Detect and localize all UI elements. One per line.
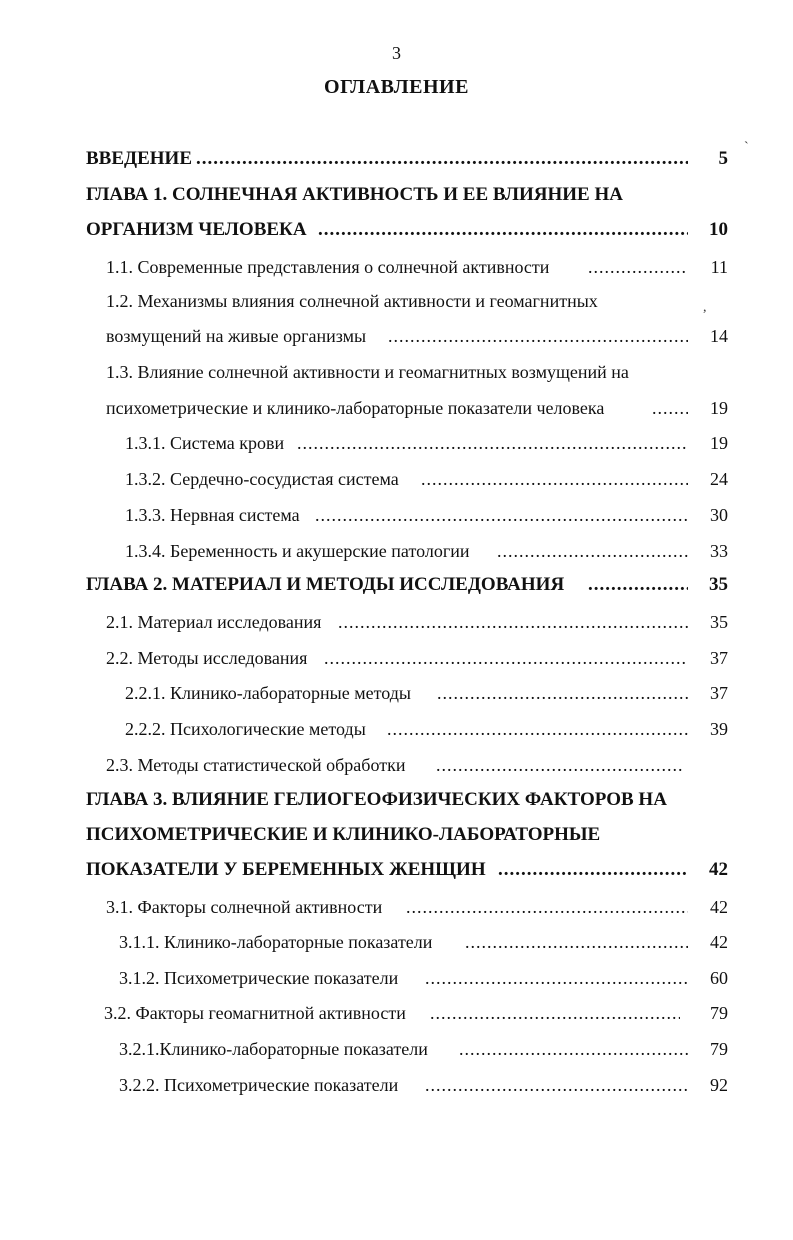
toc-entry-3-2[interactable]: [104, 1000, 728, 1026]
toc-entry-3-1-2[interactable]: [119, 965, 728, 991]
toc-entry-page: 42: [710, 932, 728, 952]
toc-entry-2-2-2[interactable]: [125, 716, 728, 742]
dot-leader: [588, 572, 688, 598]
toc-entry-1-3-cont[interactable]: [106, 395, 728, 421]
toc-entry-1-1[interactable]: [106, 254, 728, 280]
toc-entry-text: ПОКАЗАТЕЛИ У БЕРЕМЕННЫХ ЖЕНЩИН: [86, 859, 486, 880]
toc-entry-chapter-1-cont[interactable]: [86, 217, 728, 243]
toc-entry-page: 35: [709, 574, 728, 595]
toc-entry-page: 14: [710, 326, 728, 346]
toc-entry-2-2[interactable]: [106, 645, 728, 671]
toc-entry-page: 42: [710, 897, 728, 917]
toc-entry-introduction[interactable]: [86, 146, 728, 172]
dot-leader: [588, 254, 688, 280]
toc-entry-page: 92: [710, 1075, 728, 1095]
toc-entry-page: 42: [709, 859, 728, 880]
dot-leader: [652, 395, 688, 421]
toc-entry-chapter-3-cont-1[interactable]: [86, 822, 726, 848]
toc-entry-text: ОРГАНИЗМ ЧЕЛОВЕКА: [86, 219, 307, 240]
toc-entry-text: ПСИХОМЕТРИЧЕСКИЕ И КЛИНИКО-ЛАБОРАТОРНЫЕ: [86, 824, 601, 845]
toc-entry-1-3-2[interactable]: [125, 466, 728, 492]
toc-entry-text: 1.3.2. Сердечно-сосудистая система: [125, 469, 399, 489]
dot-leader: [437, 680, 688, 706]
toc-entry-3-2-1[interactable]: [119, 1036, 728, 1062]
toc-entry-1-2[interactable]: [106, 288, 726, 314]
toc-entry-page: 39: [710, 719, 728, 739]
toc-entry-text: ГЛАВА 3. ВЛИЯНИЕ ГЕЛИОГЕОФИЗИЧЕСКИХ ФАКТОРОВ НА: [86, 789, 667, 810]
toc-entry-page: 30: [710, 505, 728, 525]
toc-entry-1-3-3[interactable]: [125, 502, 728, 528]
toc-entry-1-3[interactable]: [106, 359, 706, 385]
dot-leader: [324, 645, 688, 671]
toc-entry-text: 3.1. Факторы солнечной активности: [106, 897, 383, 917]
toc-entry-3-1[interactable]: [106, 894, 728, 920]
toc-entry-text: 3.2.1.Клинико-лабораторные показатели: [119, 1039, 428, 1059]
toc-entry-text: 1.3.1. Система крови: [125, 433, 285, 453]
toc-entry-page: 19: [710, 433, 728, 453]
toc-entry-text: психометрические и клинико-лабораторные показатели человека: [106, 398, 605, 418]
toc-entry-text: ВВЕДЕНИЕ: [86, 148, 192, 169]
scan-speck: `: [744, 140, 749, 155]
toc-entry-text: 1.3.4. Беременность и акушерские патологии: [125, 541, 470, 561]
toc-entry-1-3-4[interactable]: [125, 538, 728, 564]
toc-entry-1-2-cont[interactable]: [106, 323, 728, 349]
toc-entry-text: 3.1.1. Клинико-лабораторные показатели: [119, 932, 433, 952]
toc-entry-text: 1.2. Механизмы влияния солнечной активности и геомагнитных: [106, 291, 598, 311]
dot-leader: [425, 965, 688, 991]
toc-entry-page: 24: [710, 469, 728, 489]
toc-entry-2-3[interactable]: [106, 752, 728, 778]
toc-entry-1-3-1[interactable]: [125, 430, 728, 456]
toc-entry-page: 35: [710, 612, 728, 632]
dot-leader: [387, 716, 688, 742]
toc-entry-page: 79: [710, 1003, 728, 1023]
toc-entry-text: ГЛАВА 1. СОЛНЕЧНАЯ АКТИВНОСТЬ И ЕЕ ВЛИЯНИЕ НА: [86, 184, 623, 205]
toc-entry-text: 2.2. Методы исследования: [106, 648, 308, 668]
toc-entry-chapter-3[interactable]: [86, 787, 726, 813]
dot-leader: [436, 752, 684, 778]
toc-entry-text: 3.1.2. Психометрические показатели: [119, 968, 399, 988]
toc-entry-text: 2.1. Материал исследования: [106, 612, 322, 632]
dot-leader: [465, 929, 688, 955]
dot-leader: [318, 217, 688, 243]
toc-entry-page: 37: [710, 683, 728, 703]
dot-leader: [425, 1072, 688, 1098]
dot-leader: [459, 1036, 688, 1062]
toc-entry-text: 1.1. Современные представления о солнечной активности: [106, 257, 550, 277]
toc-entry-text: 1.3. Влияние солнечной активности и геомагнитных возмущений на: [106, 362, 629, 382]
toc-entry-2-2-1[interactable]: [125, 680, 728, 706]
toc-entry-page: 11: [710, 257, 728, 277]
toc-entry-text: ГЛАВА 2. МАТЕРИАЛ И МЕТОДЫ ИССЛЕДОВАНИЯ: [86, 574, 565, 595]
toc-entry-text: 3.2. Факторы геомагнитной активности: [104, 1003, 406, 1023]
toc-entry-chapter-1[interactable]: [86, 182, 706, 208]
page-number: 3: [392, 43, 401, 63]
dot-leader: [315, 502, 688, 528]
toc-entry-page: 5: [718, 148, 728, 169]
dot-leader: [421, 466, 688, 492]
toc-entry-page: 60: [710, 968, 728, 988]
toc-entry-3-2-2[interactable]: [119, 1072, 728, 1098]
dot-leader: [497, 538, 688, 564]
dot-leader: [196, 146, 688, 172]
toc-entry-text: 3.2.2. Психометрические показатели: [119, 1075, 399, 1095]
dot-leader: [498, 857, 688, 883]
toc-entry-text: возмущений на живые организмы: [106, 326, 367, 346]
dot-leader: [406, 894, 688, 920]
toc-title: ОГЛАВЛЕНИЕ: [324, 76, 469, 98]
toc-entry-3-1-1[interactable]: [119, 929, 728, 955]
dot-leader: [388, 323, 688, 349]
toc-entry-text: 1.3.3. Нервная система: [125, 505, 300, 525]
toc-entry-page: 79: [710, 1039, 728, 1059]
toc-entry-text: 2.3. Методы статистической обработки: [106, 755, 406, 775]
toc-entry-page: 33: [710, 541, 728, 561]
toc-entry-page: 37: [710, 648, 728, 668]
toc-entry-chapter-3-cont-2[interactable]: [86, 857, 728, 883]
dot-leader: [297, 430, 688, 456]
dot-leader: [338, 609, 688, 635]
toc-entry-page: 10: [709, 219, 728, 240]
scan-speck: ,: [703, 300, 707, 315]
toc-entry-chapter-2[interactable]: [86, 572, 728, 598]
toc-entry-2-1[interactable]: [106, 609, 728, 635]
dot-leader: [430, 1000, 680, 1026]
toc-entry-page: 19: [710, 398, 728, 418]
toc-entry-text: 2.2.2. Психологические методы: [125, 719, 366, 739]
toc-entry-text: 2.2.1. Клинико-лабораторные методы: [125, 683, 411, 703]
